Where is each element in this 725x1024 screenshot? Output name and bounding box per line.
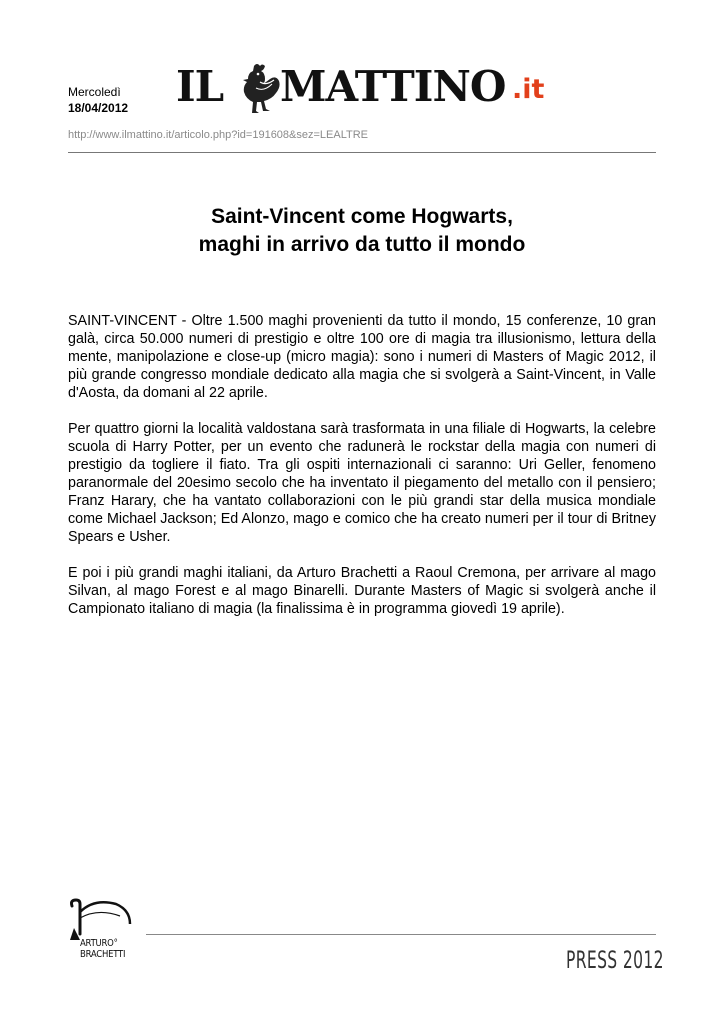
rooster-icon [232, 62, 282, 114]
arturo-brachetti-logo [66, 898, 138, 984]
logo-brachetti-text: BRACHETTI [80, 949, 126, 960]
article-paragraph: Per quattro giorni la località valdostana sarà trasformata in una filiale di Hogwarts, la celebre scuola di Harry Potter, per un evento che radunerà le rockstar della magia con numeri di prestigio da togliere il fiato. Tra gli ospiti internazionali ci saranno: Uri Geller, fenomeno paranormale del 20esimo secolo che ha inventato il piegamento del metallo con il pensiero; Franz Harary, che ha vantato collaborazioni con le più grandi star della musica mondiale come Michael Jackson; Ed Alonzo, mago e comico che ha creato numeri per il tour di Britney Spears e Usher. [68, 421, 656, 545]
headline-line-2: maghi in arrivo da tutto il mondo [198, 233, 526, 256]
article-url[interactable]: http://www.ilmattino.it/articolo.php?id=191608&sez=LEALTRE [68, 129, 369, 141]
article-paragraph: E poi i più grandi maghi italiani, da Arturo Brachetti a Raoul Cremona, per arrivare al mago Silvan, al mago Forest e al mago Binarelli. Durante Masters of Magic si svolgerà anche il Campionato italiano di magia (la finalissima è in programma giovedì 19 aprile). [68, 565, 656, 617]
masthead-domain-suffix: .it [512, 74, 545, 105]
press-year-label: PRESS 2012 [566, 946, 664, 974]
article-body [68, 312, 656, 636]
publication-date: 18/04/2012 [68, 101, 129, 115]
masthead-mattino-text: MATTINO [280, 62, 506, 111]
publication-day: Mercoledì [68, 85, 121, 99]
footer-divider [146, 934, 656, 935]
article-headline [68, 203, 656, 259]
article-paragraph: SAINT-VINCENT - Oltre 1.500 maghi provenienti da tutto il mondo, 15 conferenze, 10 gran galà, circa 50.000 numeri di prestigio e oltre 100 ore di magia tra illusionismo, lettura della mente, manipolazione e close-up (micro magia): sono i numeri di Masters of Magic 2012, il più grande congresso mondiale dedicato alla magia che si svolgerà a Saint-Vincent, in Valle d'Aosta, da domani al 22 aprile. [68, 313, 656, 401]
newspaper-masthead [176, 62, 556, 118]
headline-line-1: Saint-Vincent come Hogwarts, [211, 205, 513, 228]
logo-arturo-text: ARTURO° [80, 938, 118, 949]
masthead-il-text: IL [176, 62, 224, 111]
header-divider [68, 152, 656, 153]
